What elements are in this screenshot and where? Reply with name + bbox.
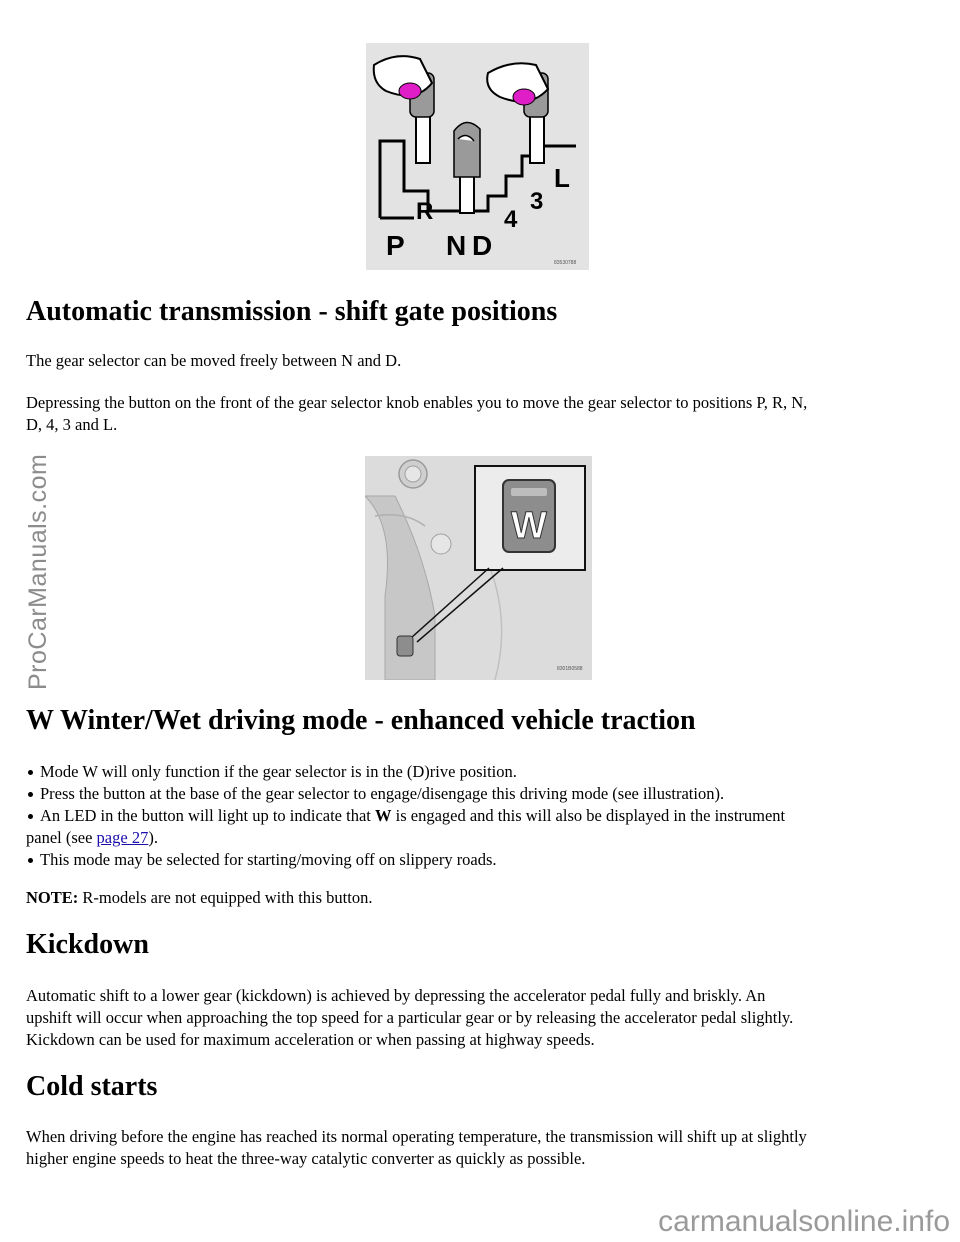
list-item: This mode may be selected for starting/moving off on slippery roads. (26, 849, 936, 871)
bottom-watermark: carmanualsonline.info (658, 1205, 950, 1238)
paragraph-cold-line2: higher engine speeds to heat the three-way catalytic converter as quickly as possible. (26, 1149, 586, 1168)
paragraph-shift-button-line1: Depressing the button on the front of the gear selector knob enables you to move the gear selector to positions P, R, N, (26, 393, 808, 412)
note-r-models: NOTE: R-models are not equipped with this button. (26, 888, 373, 907)
paragraph-cold-line1: When driving before the engine has reached its normal operating temperature, the transmission will shift up at slightly (26, 1127, 807, 1146)
figure-code: 83530788 (554, 260, 577, 266)
paragraph-kickdown-line1: Automatic shift to a lower gear (kickdown) is achieved by depressing the accelerator pedal fully and briskly. An (26, 986, 766, 1005)
shift-gate-illustration (366, 43, 589, 270)
winter-button-diagram (365, 456, 592, 680)
gate-label-d: D (472, 230, 493, 261)
winter-button-illustration (365, 456, 592, 680)
paragraph-shift-button-line2: D, 4, 3 and L. (26, 415, 118, 434)
gate-label-3: 3 (530, 188, 544, 215)
shift-gate-diagram (366, 43, 589, 270)
gate-label-p: P (386, 230, 405, 261)
list-item: An LED in the button will light up to indicate that W is engaged and this will also be displayed in the instrument panel (see page 27). (26, 806, 786, 847)
gate-label-4: 4 (504, 206, 518, 233)
figure-code: 8301B0588 (557, 666, 583, 672)
gate-label-l: L (554, 163, 570, 193)
list-item: Press the button at the base of the gear selector to engage/disengage this driving mode (see illustration). (26, 783, 936, 805)
paragraph-shift-freely: The gear selector can be moved freely between N and D. (26, 351, 402, 370)
page-27-link[interactable]: page 27 (96, 828, 149, 847)
heading-cold-starts: Cold starts (26, 1071, 158, 1102)
winter-mode-list (26, 761, 936, 871)
w-button-label: W (511, 505, 547, 547)
heading-kickdown: Kickdown (26, 929, 149, 960)
list-item: Mode W will only function if the gear selector is in the (D)rive position. (26, 761, 936, 783)
heading-winter-mode: W Winter/Wet driving mode - enhanced vehicle traction (26, 705, 696, 736)
gate-label-r: R (416, 198, 434, 225)
heading-shift-gate: Automatic transmission - shift gate positions (26, 296, 558, 327)
gate-label-n: N (446, 230, 467, 261)
paragraph-kickdown-line3: Kickdown can be used for maximum acceleration or when passing at highway speeds. (26, 1030, 595, 1049)
paragraph-kickdown-line2: upshift will occur when approaching the top speed for a particular gear or by releasing the accelerator pedal slightly. (26, 1008, 794, 1027)
side-watermark: ProCarManuals.com (24, 453, 52, 690)
